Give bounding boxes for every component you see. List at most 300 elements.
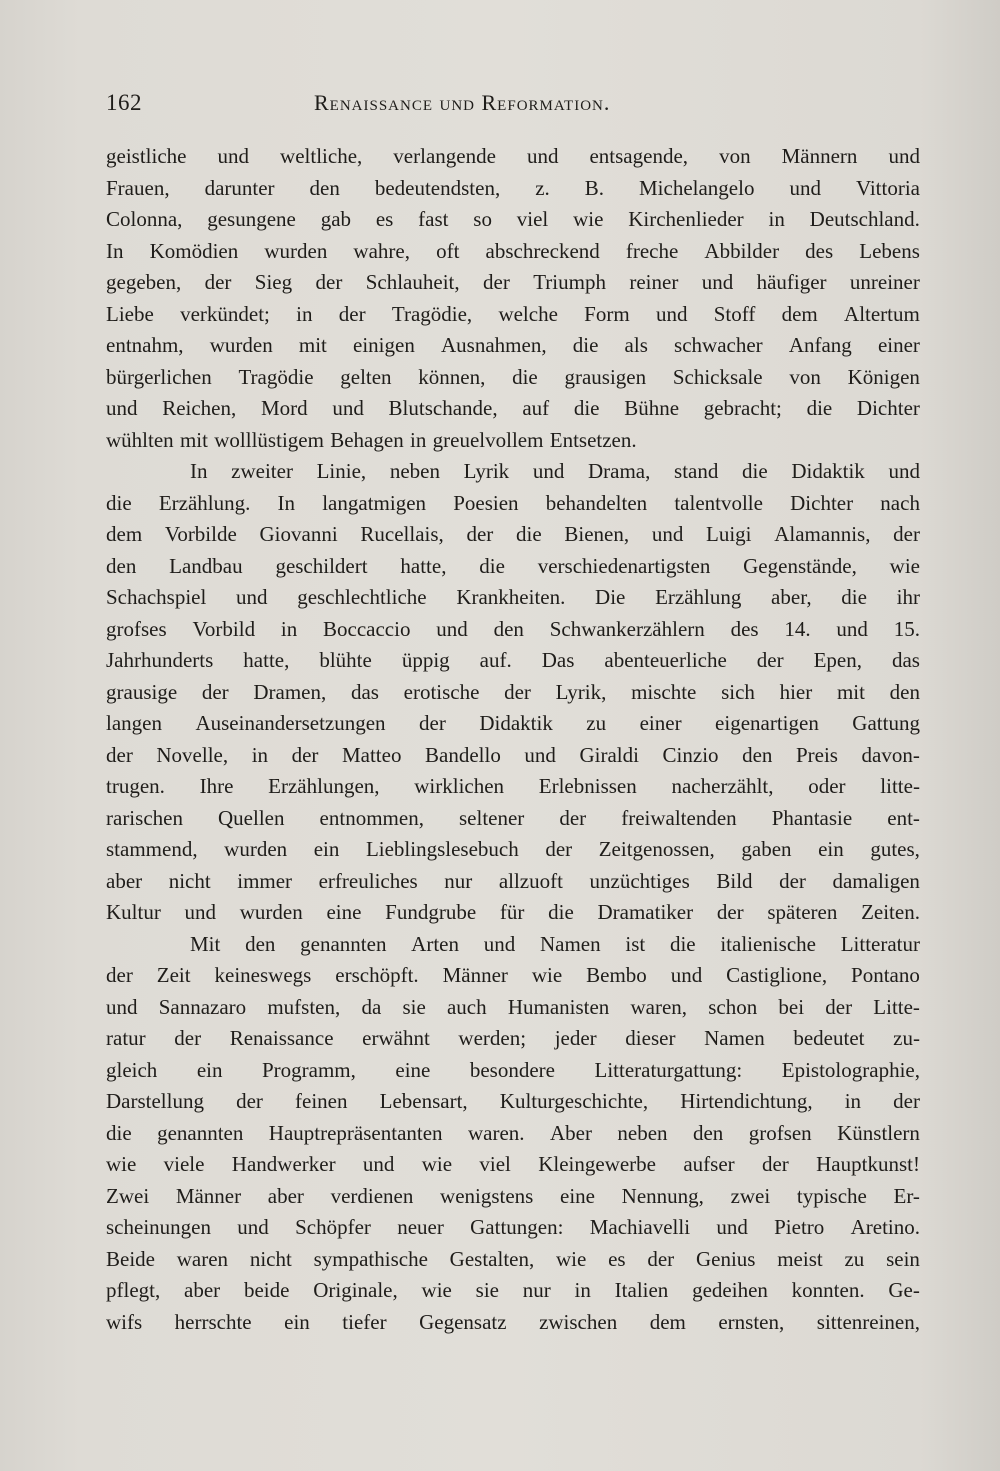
- text-line: [106, 488, 920, 520]
- text-line: [106, 834, 920, 866]
- word: sich: [721, 679, 755, 704]
- word: es: [375, 207, 394, 231]
- word: in: [296, 301, 313, 326]
- word: gaben: [741, 837, 792, 861]
- text-line: [106, 897, 920, 929]
- word: es: [608, 1246, 626, 1271]
- word: keineswegs: [214, 963, 312, 987]
- word: Linie,: [316, 459, 367, 483]
- word: Schöpfer: [295, 1215, 371, 1239]
- word: die: [516, 522, 542, 546]
- word: und: [789, 175, 821, 200]
- word: Humanisten: [507, 994, 610, 1019]
- word: erfreuliches: [318, 868, 418, 893]
- word: verkündet;: [180, 301, 270, 326]
- word: und: [184, 900, 217, 924]
- word: Rucellais,: [360, 522, 444, 546]
- word: Stoff: [713, 301, 756, 326]
- word: Altertum: [844, 301, 920, 326]
- word: Bühne: [624, 396, 680, 420]
- word: ratur: [106, 1026, 146, 1050]
- word: die: [742, 459, 768, 483]
- word: in: [280, 616, 298, 641]
- word: Er-: [893, 1183, 920, 1208]
- word: In: [277, 490, 296, 515]
- word: Künstlern: [837, 1120, 920, 1145]
- word: Giraldi: [579, 742, 639, 767]
- word: der: [174, 1026, 202, 1050]
- text-line: [106, 1149, 920, 1181]
- word: Kirchenlieder: [628, 207, 744, 231]
- word: Deutschland.: [809, 207, 920, 231]
- word: ist: [625, 931, 646, 956]
- word: Erzählung: [655, 585, 742, 609]
- word: und: [524, 742, 556, 767]
- word: aber: [106, 868, 143, 893]
- word: Anfang: [788, 333, 852, 357]
- text-line: [106, 1212, 920, 1244]
- word: die: [512, 364, 538, 389]
- word: Lyrik: [463, 459, 510, 483]
- word: ein: [818, 837, 844, 861]
- word: abenteuerliche: [604, 648, 727, 672]
- page-number: 162: [106, 90, 142, 115]
- word: Aretino.: [850, 1215, 920, 1239]
- word: Boccaccio: [323, 616, 411, 641]
- word: Jahrhunderts: [106, 648, 214, 672]
- word: nicht: [249, 1246, 292, 1271]
- word: erwähnt: [362, 1026, 430, 1050]
- word: bedeutendsten,: [374, 175, 501, 200]
- word: greuelvollem: [432, 427, 544, 452]
- word: und: [362, 1152, 395, 1176]
- word: Lyrik,: [555, 679, 607, 704]
- word: der: [236, 1089, 263, 1113]
- word: Die: [595, 585, 626, 609]
- word: Männer: [175, 1183, 242, 1208]
- word: pflegt,: [106, 1278, 161, 1302]
- word: Didaktik: [791, 459, 865, 483]
- word: und: [655, 301, 688, 326]
- word: konnten.: [791, 1278, 865, 1302]
- word: wie: [106, 1152, 137, 1176]
- word: Schlauheit,: [365, 270, 460, 294]
- word: sittenreinen,: [816, 1309, 920, 1334]
- text-line: [106, 677, 920, 709]
- word: und: [888, 459, 920, 483]
- word: besondere: [469, 1057, 555, 1082]
- word: Sieg: [254, 270, 293, 294]
- word: welche: [498, 301, 558, 326]
- word: den: [245, 931, 276, 956]
- word: geschlechtliche: [297, 585, 427, 609]
- word: Kulturgeschichte,: [499, 1089, 649, 1113]
- word: der: [893, 1089, 920, 1113]
- word: eine: [560, 1183, 595, 1208]
- word: Schachspiel: [106, 585, 207, 609]
- word: wie: [421, 1278, 452, 1302]
- word: Tragödie: [238, 364, 314, 389]
- word: gleich: [106, 1057, 158, 1082]
- word: wurden: [224, 837, 288, 861]
- word: Männer: [442, 963, 508, 987]
- word: die: [106, 1120, 132, 1145]
- word: des: [805, 238, 834, 263]
- word: Vorbild: [192, 616, 256, 641]
- word: auf: [522, 396, 550, 420]
- word: Colonna,: [106, 207, 183, 231]
- word: eigenartigen: [715, 711, 819, 735]
- word: Blutschande,: [388, 396, 498, 420]
- word: Hirtendichtung,: [680, 1089, 813, 1113]
- word: nach: [880, 490, 920, 515]
- word: die: [669, 931, 696, 956]
- word: und: [701, 270, 734, 294]
- word: Schicksale: [672, 364, 763, 389]
- word: in: [410, 427, 427, 452]
- word: genannten: [300, 931, 387, 956]
- word: waren,: [630, 994, 688, 1019]
- word: der: [716, 900, 744, 924]
- word: auf.: [479, 648, 512, 672]
- word: Auseinandersetzungen: [195, 711, 386, 735]
- text-line: [106, 771, 920, 803]
- word: den: [742, 742, 773, 767]
- page-header: [106, 90, 920, 124]
- word: Pietro: [774, 1215, 825, 1239]
- word: zwei: [730, 1183, 771, 1208]
- word: trugen.: [106, 774, 165, 798]
- word: in: [574, 1278, 591, 1302]
- word: Gegenstände,: [743, 553, 857, 578]
- word: Königen: [847, 364, 920, 389]
- word: Kultur: [106, 900, 161, 924]
- word: gesungene: [207, 207, 296, 231]
- word: der: [559, 805, 587, 830]
- word: gebracht;: [703, 396, 782, 420]
- text-line: [106, 141, 920, 173]
- word: In: [106, 238, 124, 263]
- word: Abbilder: [704, 238, 780, 263]
- word: viele: [163, 1152, 205, 1176]
- text-line: [106, 1181, 920, 1213]
- word: grofses: [106, 616, 167, 641]
- word: genannten: [157, 1120, 244, 1145]
- word: und: [483, 931, 516, 956]
- word: Ihre: [199, 774, 234, 798]
- word: eine: [395, 1057, 431, 1082]
- word: hatte,: [243, 648, 290, 672]
- text-line: [106, 960, 920, 992]
- word: z.: [535, 175, 550, 200]
- word: wifs: [106, 1309, 143, 1334]
- word: Behagen: [330, 427, 404, 452]
- word: Nennung,: [621, 1183, 704, 1208]
- word: beide: [243, 1278, 290, 1302]
- word: der: [893, 522, 920, 546]
- text-line: [106, 1055, 920, 1087]
- word: allzuoft: [498, 868, 563, 893]
- word: jeder: [554, 1026, 597, 1050]
- word: Entsetzen.: [549, 427, 637, 452]
- word: Litte-: [873, 994, 920, 1019]
- word: entnommen,: [319, 805, 424, 830]
- text-line: [106, 330, 920, 362]
- word: waren.: [467, 1120, 525, 1145]
- word: Reichen,: [162, 396, 237, 420]
- word: werden;: [458, 1026, 527, 1050]
- word: da: [361, 994, 382, 1019]
- word: ein: [196, 1057, 223, 1082]
- word: und: [532, 459, 565, 483]
- word: Aber: [549, 1120, 592, 1145]
- word: mit: [179, 427, 208, 452]
- text-line: [106, 1023, 920, 1055]
- word: Originale,: [313, 1278, 398, 1302]
- text-line: [106, 299, 920, 331]
- word: Lebensart,: [379, 1089, 468, 1113]
- word: mit: [836, 679, 865, 704]
- text-line: [106, 614, 920, 646]
- word: in: [844, 1089, 862, 1113]
- word: und: [217, 144, 250, 168]
- word: grausigen: [564, 364, 647, 389]
- word: Triumph: [533, 270, 606, 294]
- text-line: [106, 803, 920, 835]
- word: ihr: [896, 585, 920, 609]
- word: immer: [237, 868, 293, 893]
- word: erschöpft.: [335, 963, 419, 987]
- word: B.: [584, 175, 605, 200]
- word: können,: [418, 364, 486, 389]
- word: Epen,: [813, 648, 862, 672]
- text-line: [106, 929, 920, 961]
- word: wie: [573, 207, 604, 231]
- word: und: [526, 144, 559, 168]
- word: typische: [796, 1183, 867, 1208]
- word: unzüchtiges: [589, 868, 690, 893]
- word: Quellen: [218, 805, 285, 830]
- word: Zeit: [156, 963, 191, 987]
- text-line: [106, 1118, 920, 1150]
- text-line: [106, 740, 920, 772]
- word: die: [548, 900, 574, 924]
- word: stand: [674, 459, 719, 483]
- word: der: [756, 648, 784, 672]
- word: wolllüstigem: [214, 427, 324, 452]
- word: Phantasie: [771, 805, 853, 830]
- word: geschildert: [275, 553, 368, 578]
- word: von: [719, 144, 751, 168]
- word: Gestalten,: [449, 1246, 535, 1271]
- word: wie: [889, 553, 920, 578]
- word: Bembo: [586, 963, 647, 987]
- word: wenigstens: [440, 1183, 534, 1208]
- word: italienische: [720, 931, 816, 956]
- word: der: [419, 711, 446, 735]
- word: Poesien: [453, 490, 519, 515]
- word: reiner: [629, 270, 679, 294]
- word: Handwerker: [231, 1152, 336, 1176]
- word: nur: [522, 1278, 551, 1302]
- word: neben: [389, 459, 440, 483]
- word: Form: [584, 301, 630, 326]
- word: erotische: [403, 679, 480, 704]
- word: feinen: [295, 1089, 348, 1113]
- word: Preis: [795, 742, 838, 767]
- word: den: [889, 679, 920, 704]
- word: Zeiten.: [861, 900, 920, 924]
- word: gedeihen: [692, 1278, 768, 1302]
- word: Didaktik: [479, 711, 553, 735]
- word: zweiter: [231, 459, 293, 483]
- word: für: [499, 900, 525, 924]
- word: Arten: [411, 931, 459, 956]
- word: und: [716, 1215, 748, 1239]
- word: üppig: [401, 648, 450, 672]
- text-line: [106, 645, 920, 677]
- word: Dichter: [856, 396, 920, 420]
- word: Pontano: [851, 963, 920, 987]
- word: den: [692, 1120, 724, 1145]
- word: Ge-: [888, 1278, 920, 1302]
- word: verdienen: [330, 1183, 414, 1208]
- word: der: [204, 270, 232, 294]
- word: der: [315, 270, 343, 294]
- word: Vorbilde: [164, 522, 237, 546]
- word: neuer: [397, 1215, 444, 1239]
- word: verlangende: [393, 144, 496, 168]
- word: tiefer: [342, 1309, 387, 1334]
- word: Dichter: [790, 490, 854, 515]
- word: Komödien: [149, 238, 239, 263]
- word: Novelle,: [156, 742, 229, 767]
- word: von: [789, 364, 821, 389]
- word: Gattungen:: [470, 1215, 564, 1239]
- word: fast: [418, 207, 449, 231]
- word: dem: [649, 1309, 686, 1334]
- word: Epistolographie,: [781, 1057, 920, 1082]
- text-line: [106, 1244, 920, 1276]
- word: Landbau: [169, 553, 243, 578]
- word: wirklichen: [414, 774, 505, 798]
- word: häufiger: [756, 270, 827, 294]
- word: sein: [886, 1246, 920, 1271]
- word: Beide: [106, 1246, 155, 1271]
- text-line: [106, 708, 920, 740]
- word: bürgerlichen: [106, 364, 212, 389]
- word: der: [466, 522, 494, 546]
- word: 14.: [784, 616, 811, 641]
- word: der: [647, 1246, 675, 1271]
- word: einigen: [353, 333, 415, 357]
- word: Erzählung.: [158, 490, 251, 515]
- word: Gattung: [852, 711, 920, 735]
- word: stammend,: [106, 837, 198, 861]
- word: sie: [475, 1278, 499, 1302]
- word: freche: [625, 238, 679, 263]
- word: Bandello: [425, 742, 501, 767]
- word: ernsten,: [718, 1309, 785, 1334]
- word: der: [338, 301, 366, 326]
- word: und: [651, 522, 684, 546]
- word: Schwankerzählern: [549, 616, 705, 641]
- word: hatte,: [400, 553, 447, 578]
- text-line: [106, 992, 920, 1024]
- word: Lieblingslesebuch: [365, 837, 519, 861]
- word: wühlten: [106, 427, 174, 452]
- word: Italien: [614, 1278, 669, 1302]
- word: den: [106, 553, 137, 578]
- word: sympathische: [313, 1246, 428, 1271]
- word: davon-: [861, 742, 920, 767]
- word: Litteraturgattung:: [594, 1057, 743, 1082]
- text-line: [106, 582, 920, 614]
- word: zwischen: [539, 1309, 618, 1334]
- text-line: [106, 425, 920, 457]
- word: Vittoria: [855, 175, 920, 200]
- word: Hauptkunst!: [816, 1152, 920, 1176]
- word: Dramen,: [253, 679, 327, 704]
- word: und: [888, 144, 920, 168]
- word: der: [106, 963, 133, 987]
- word: Renaissance: [229, 1026, 334, 1050]
- word: der: [201, 679, 229, 704]
- word: der: [483, 270, 510, 294]
- word: unreiner: [849, 270, 920, 294]
- word: verschiedenartigsten: [537, 553, 711, 578]
- word: den: [493, 616, 524, 641]
- text-line: [106, 1275, 920, 1307]
- word: dieser: [625, 1026, 676, 1050]
- word: langen: [106, 711, 162, 735]
- word: schwacher: [674, 333, 763, 357]
- word: und: [332, 396, 364, 420]
- word: Fundgrube: [385, 900, 477, 924]
- word: litte-: [880, 774, 920, 798]
- word: das: [350, 679, 379, 704]
- word: ein: [284, 1309, 310, 1334]
- word: oder: [808, 774, 846, 798]
- word: mufsten,: [267, 994, 341, 1019]
- word: abschreckend: [485, 238, 600, 263]
- word: wurden: [209, 333, 273, 357]
- text-line: [106, 267, 920, 299]
- word: zu: [586, 711, 607, 735]
- word: oft: [436, 238, 460, 263]
- word: und: [236, 585, 268, 609]
- word: Bienen,: [564, 522, 630, 546]
- word: wurden: [239, 900, 303, 924]
- word: Männern: [781, 144, 858, 168]
- word: waren: [176, 1246, 229, 1271]
- word: die: [806, 396, 833, 420]
- word: Bild: [716, 868, 753, 893]
- word: und: [670, 963, 703, 987]
- word: darunter: [204, 175, 275, 200]
- word: hier: [779, 679, 813, 704]
- word: Programm,: [261, 1057, 356, 1082]
- word: Sannazaro: [158, 994, 247, 1019]
- word: Machiavelli: [589, 1215, 691, 1239]
- text-line: [106, 236, 920, 268]
- word: rarischen: [106, 805, 183, 830]
- word: die: [479, 553, 505, 578]
- word: nacherzählt,: [671, 774, 774, 798]
- word: späteren: [767, 900, 838, 924]
- word: der: [779, 868, 806, 893]
- word: Liebe: [106, 301, 154, 326]
